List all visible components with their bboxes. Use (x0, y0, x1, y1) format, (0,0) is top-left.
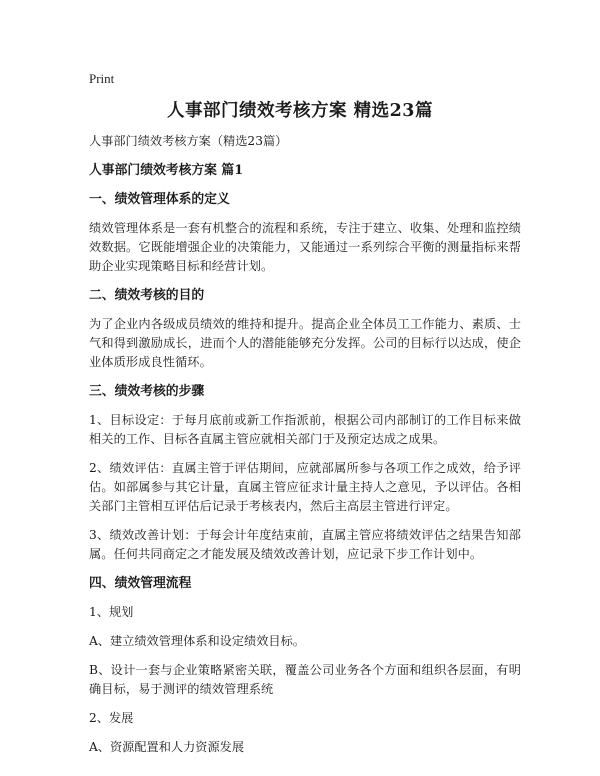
process-item-plan-a: A、建立绩效管理体系和设定绩效目标。 (89, 634, 305, 648)
process-item-develop-a: A、资源配置和人力资源发展 (89, 740, 245, 754)
section-heading-3: 三、绩效考核的步骤 (89, 384, 205, 399)
step-3-paragraph: 3、绩效改善计划：于每会计年度结束前，直属主管应将绩效评估之结果告知部属。任何共同商定之才能发展及绩效改善计划，应记录下步工作计划中。 (89, 528, 521, 561)
print-link[interactable]: Print (89, 71, 115, 86)
article-title: 人事部门绩效考核方案 篇1 (89, 163, 244, 178)
section-heading-1: 一、绩效管理体系的定义 (89, 192, 230, 207)
process-item-plan-b: B、设计一套与企业策略紧密关联，覆盖公司业务各个方面和组织各层面，有明确目标，易于测评的绩效管理系统 (89, 663, 521, 696)
section-heading-4: 四、绩效管理流程 (89, 576, 192, 591)
section-2-paragraph: 为了企业内各级成员绩效的维持和提升。提高企业全体员工工作能力、素质、士气和得到激励成长，进而个人的潜能能够充分发挥。公司的目标行以达成，使企业体质形成良性循环。 (89, 317, 521, 369)
process-item-plan: 1、规划 (89, 605, 134, 619)
section-heading-2: 二、绩效考核的目的 (89, 288, 205, 303)
document-subtitle: 人事部门绩效考核方案（精选23篇） (89, 134, 288, 148)
page-title: 人事部门绩效考核方案 精选23篇 (167, 101, 433, 121)
step-2-paragraph: 2、绩效评估：直属主管于评估期间，应就部属所参与各项工作之成效，给予评估。如部属参与其它计量，直属主管应征求计量主持人之意见，予以评估。各相关部门主管相互评估后记录于考核表内，然后主高层主管进行评定。 (89, 461, 521, 513)
process-item-develop: 2、发展 (89, 711, 134, 725)
section-1-paragraph: 绩效管理体系是一套有机整合的流程和系统，专注于建立、收集、处理和监控绩效数据。它既能增强企业的决策能力，又能通过一系列综合平衡的测量指标来帮助企业实现策略目标和经营计划。 (89, 221, 521, 273)
step-1-paragraph: 1、目标设定：于每月底前或新工作指派前，根据公司内部制订的工作目标来做相关的工作、目标各直属主管应就相关部门于及预定达成之成果。 (89, 413, 521, 446)
document-body (89, 132, 521, 767)
